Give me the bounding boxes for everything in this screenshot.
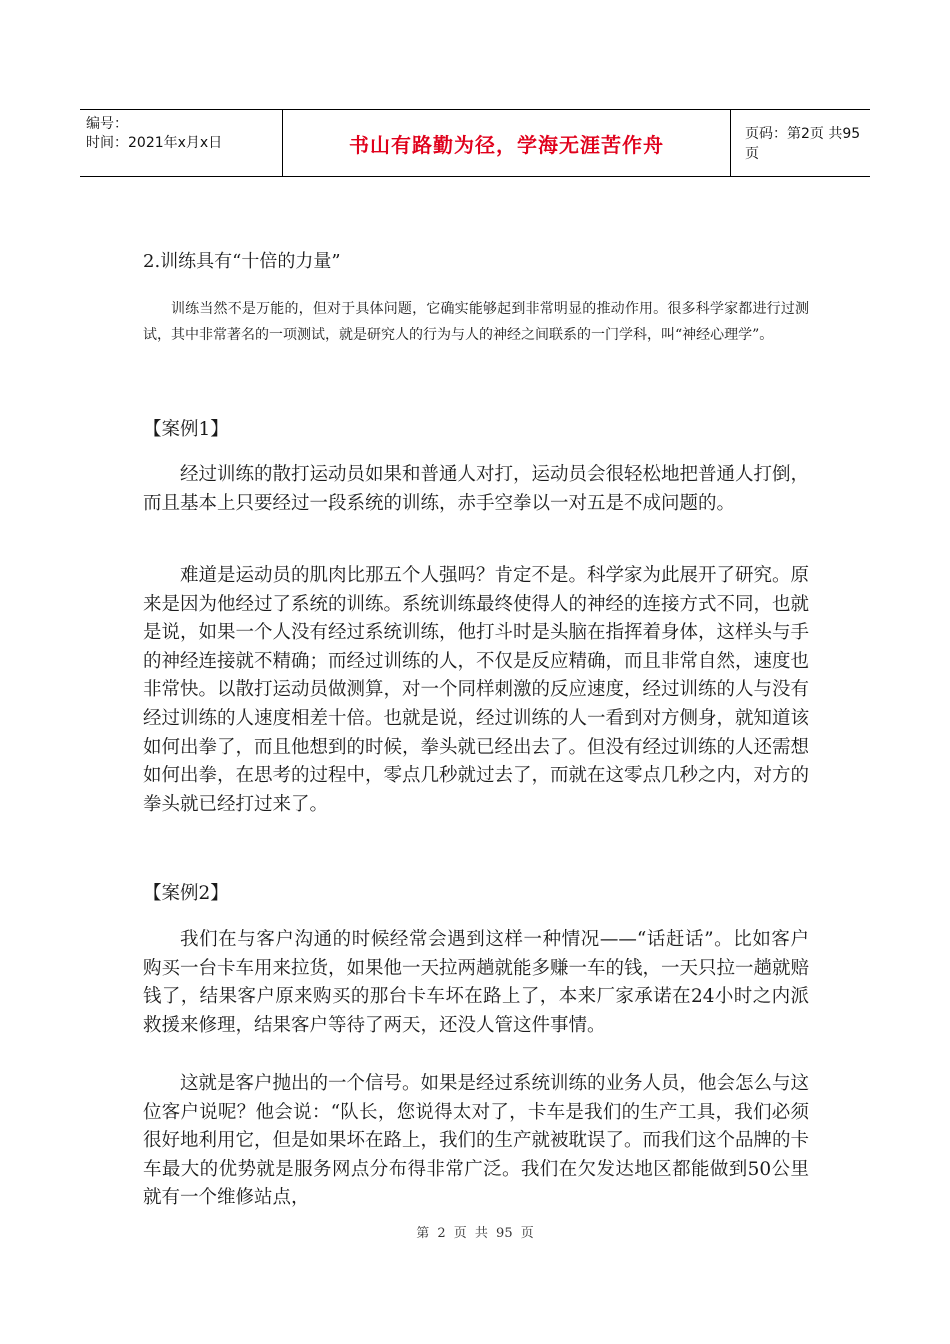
- page-header: [80, 109, 870, 177]
- case2-paragraph-2: 这就是客户抛出的一个信号。如果是经过系统训练的业务人员，他会怎么与这位客户说呢？他会说：“队长，您说得太对了，卡车是我们的生产工具，我们必须很好地利用它，但是如果坏在路上，我们的生产就被耽误了。而我们这个品牌的卡车最大的优势就是服务网点分布得非常广泛。我们在欠发达地区都能做到50公里就有一个维修站点，: [143, 1073, 810, 1209]
- case2-heading: 【案例2】: [143, 883, 229, 904]
- case1-paragraph-1: 经过训练的散打运动员如果和普通人对打，运动员会很轻松地把普通人打倒，而且基本上只要经过一段系统的训练，赤手空拳以一对五是不成问题的。: [143, 464, 810, 514]
- header-motto: 书山有路勤为径，学海无涯苦作舟: [282, 110, 731, 176]
- header-page-code: 页码：第2页 共95页: [745, 126, 861, 162]
- intro-paragraph: 训练当然不是万能的，但对于具体问题，它确实能够起到非常明显的推动作用。很多科学家都进行过测试，其中非常著名的一项测试，就是研究人的行为与人的神经之间联系的一门学科，叫“神经心理学”。: [143, 301, 809, 343]
- section-title: 2.训练具有“十倍的力量”: [143, 251, 341, 272]
- number-label: 编号：: [86, 116, 128, 132]
- time-label: 时间：2021年x月x日: [86, 135, 223, 151]
- header-meta: [80, 110, 282, 176]
- case2-paragraph-1: 我们在与客户沟通的时候经常会遇到这样一种情况——“话赶话”。比如客户购买一台卡车用来拉货，如果他一天拉两趟就能多赚一车的钱，一天只拉一趟就赔钱了，结果客户原来购买的那台卡车坏在路上了，本来厂家承诺在24小时之内派救援来修理，结果客户等待了两天，还没人管这件事情。: [143, 929, 810, 1036]
- case1-paragraph-2: 难道是运动员的肌肉比那五个人强吗？肯定不是。科学家为此展开了研究。原来是因为他经过了系统的训练。系统训练最终使得人的神经的连接方式不同，也就是说，如果一个人没有经过系统训练，他打斗时是头脑在指挥着身体，这样头与手的神经连接就不精确；而经过训练的人，不仅是反应精确，而且非常自然，速度也非常快。以散打运动员做测算，对一个同样刺激的反应速度，经过训练的人与没有经过训练的人速度相差十倍。也就是说，经过训练的人一看到对方侧身，就知道该如何出拳了，而且他想到的时候，拳头就已经出去了。但没有经过训练的人还需想如何出拳，在思考的过程中，零点几秒就过去了，而就在这零点几秒之内，对方的拳头就已经打过来了。: [143, 565, 810, 815]
- case1-heading: 【案例1】: [143, 419, 229, 440]
- page-footer: 第 2 页 共 95 页: [416, 1226, 534, 1241]
